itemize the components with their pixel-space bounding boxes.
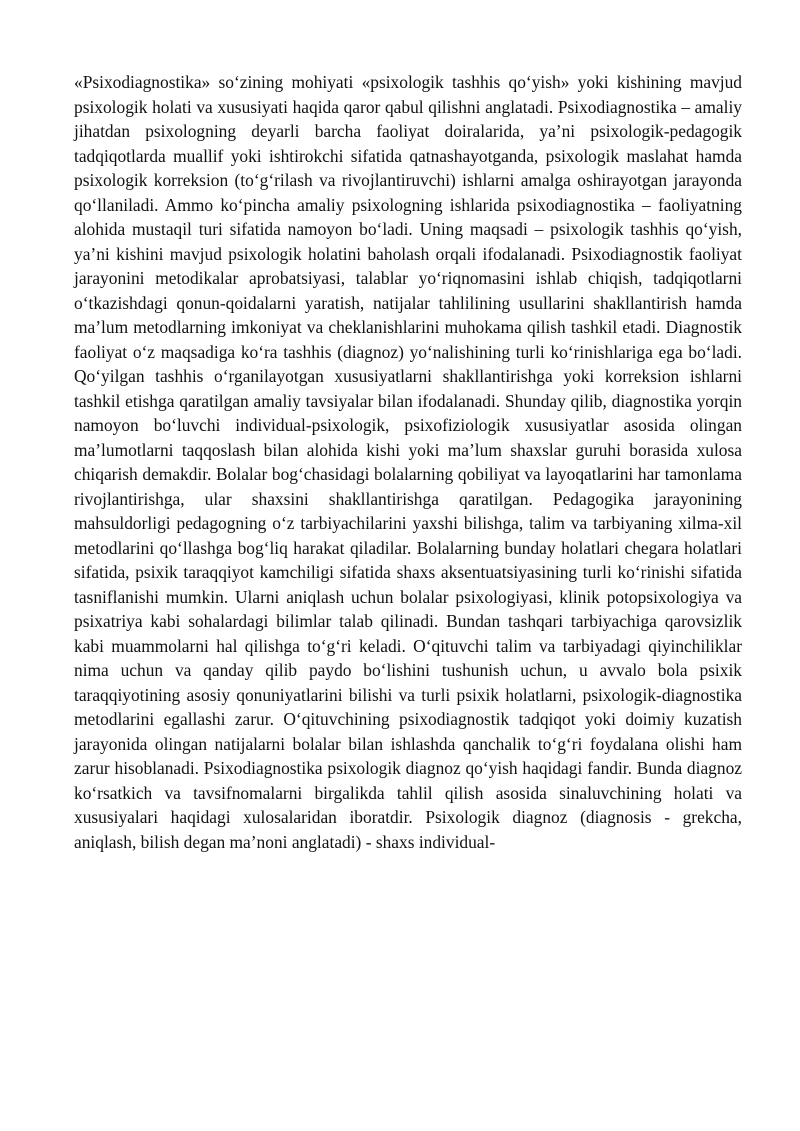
body-paragraph: «Psixodiagnostika» soʻzining mohiyati «psixologik tashhis qoʻyish» yoki kishining mavjud psixologik holati va xususiyati haqida qaror qabul qilishni anglatadi. Psixodiagnostika – amaliy jihatdan psixologning deyarli barcha faoliyat doiralarida, ya’ni psixologik-pedagogik tadqiqotlarda muallif yoki ishtirokchi sifatida qatnashayotganda, psixologik maslahat hamda psixologik korreksion (toʻgʻrilash va rivojlantiruvchi) ishlarni amalga oshirayotgan jarayonda qoʻllaniladi. Ammo koʻpincha amaliy psixologning ishlarida psixodiagnostika – faoliyatning alohida mustaqil turi sifatida namoyon boʻladi. Uning maqsadi – psixologik tashhis qoʻyish, ya’ni kishini mavjud psixologik holatini baholash orqali ifodalanadi. Psixodiagnostik faoliyat jarayonini metodikalar aprobatsiyasi, talablar yoʻriqnomasini ishlab chiqish, tadqiqotlarni oʻtkazishdagi qonun-qoidalarni yaratish, natijalar tahlilining usullarini shakllantirish hamda ma’lum metodlarning imkoniyat va cheklanishlarini muhokama qilish tashkil etadi. Diagnostik faoliyat oʻz maqsadiga koʻra tashhis (diagnoz) yoʻnalishining turli koʻrinishlariga ega boʻladi. Qoʻyilgan tashhis oʻrganilayotgan xususiyatlarni shakllantirishga yoki korreksion ishlarni tashkil etishga qaratilgan amaliy tavsiyalar bilan ifodalanadi. Shunday qilib, diagnostika yorqin namoyon boʻluvchi individual-psixologik, psixofiziologik xususiyatlar asosida olingan ma’lumotlarni taqqoslash bilan alohida kishi yoki ma’lum shaxslar guruhi borasida xulosa chiqarish demakdir. Bolalar bogʻchasidagi bolalarning qobiliyat va layoqatlarini har tamonlama rivojlantirishga, ular shaxsini shakllantirishga qaratilgan. Pedagogika jarayonining mahsuldorligi pedagogning oʻz tarbiyachilarini yaxshi bilishga, talim va tarbiyaning xilma-xil metodlarini qoʻllashga bogʻliq harakat qiladilar. Bolalarning bunday holatlari chegara holatlari sifatida, psixik taraqqiyot kamchiligi sifatida shaxs aksentuatsiyasining turli koʻrinishi sifatida tasniflanishi mumkin. Ularni aniqlash uchun bolalar psixologiyasi, klinik potopsixologiya va psixatriya kabi sohalardagi bilimlar talab qilinadi. Bundan tashqari tarbiyachiga qarovsizlik kabi muammolarni hal qilishga toʻgʻri keladi. Oʻqituvchi talim va tarbiyadagi qiyinchiliklar nima uchun va qanday qilib paydo boʻlishini tushunish uchun, u avvalo bola psixik taraqqiyotining asosiy qonuniyatlarini bilishi va turli psixik holatlarni, psixologik-diagnostika metodlarini egallashi zarur. Oʻqituvchining psixodiagnostik tadqiqot yoki doimiy kuzatish jarayonida olingan natijalarni bolalar bilan ishlashda qanchalik toʻgʻri foydalana olishi ham zarur hisoblanadi. Psixodiagnostika psixologik diagnoz qoʻyish haqidagi fandir. Bunda diagnoz koʻrsatkich va tavsifnomalarni birgalikda tahlil qilish asosida sinaluvchining holati va xususiyalari haqidagi xulosalaridan iboratdir. Psixologik diagnoz (diagnosis - grekcha, aniqlash, bilish degan ma’noni anglatadi) - shaxs individual- [74, 72, 742, 852]
